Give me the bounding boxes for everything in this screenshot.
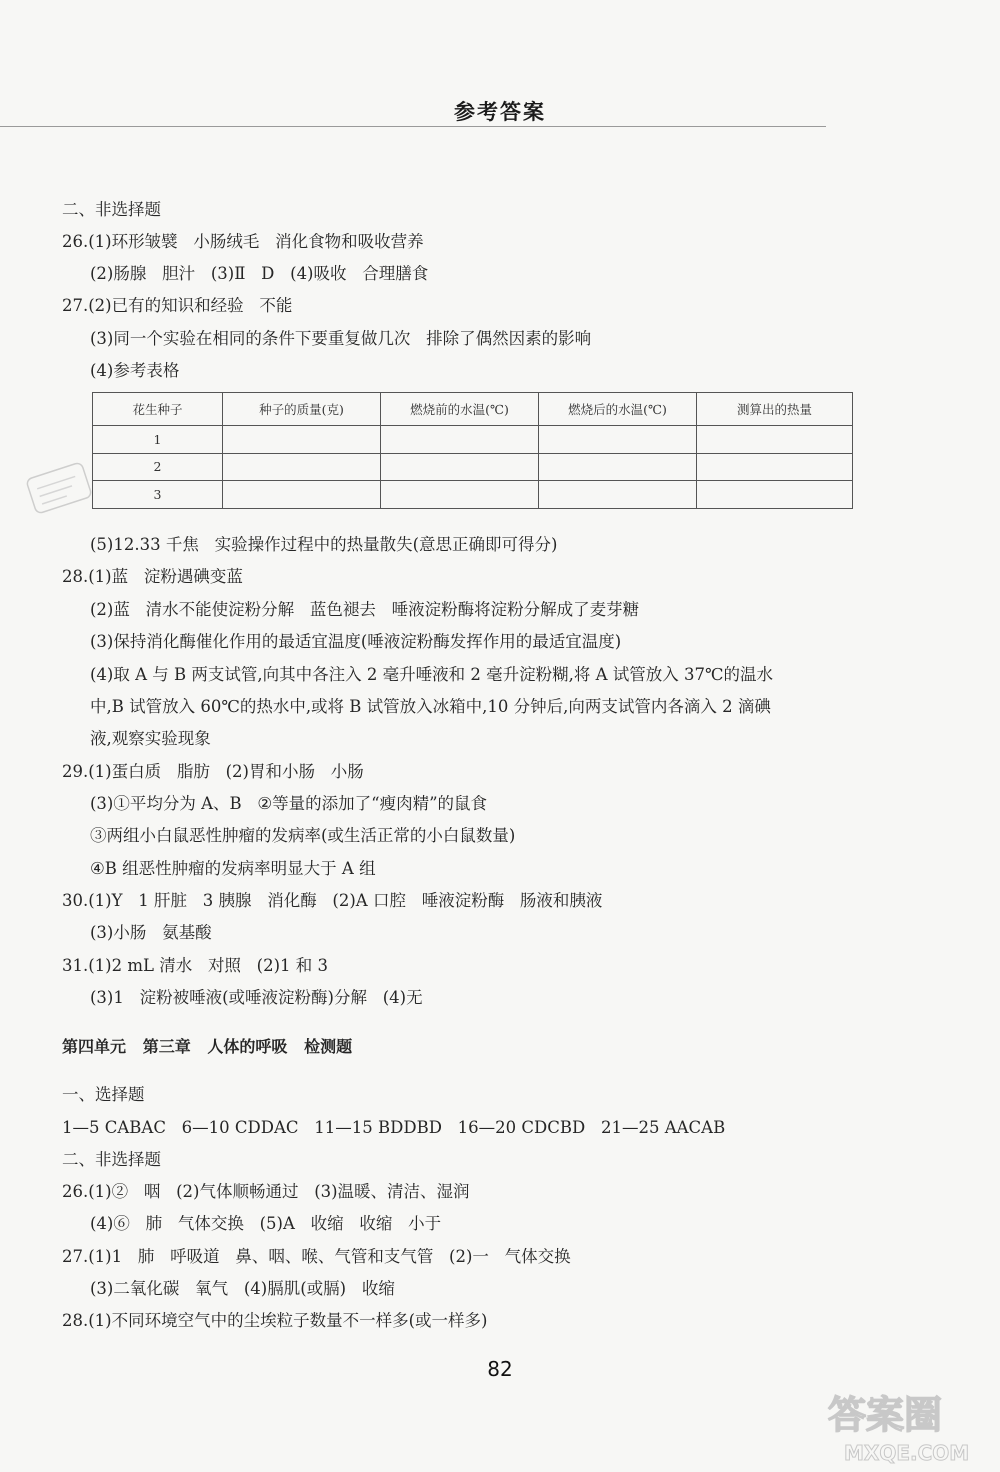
watermark-logo xyxy=(810,1378,990,1468)
table-header-cell: 燃烧后的水温(℃) xyxy=(539,393,697,426)
answer-line: (3)二氧化碳 氧气 (4)膈肌(或膈) 收缩 xyxy=(90,1279,395,1298)
table-cell: 1 xyxy=(93,425,223,453)
page-header-title: 参考答案 xyxy=(454,100,546,124)
answer-line: (2)蓝 清水不能使淀粉分解 蓝色褪去 唾液淀粉酶将淀粉分解成了麦芽糖 xyxy=(90,600,640,619)
answer-line: (4)⑥ 肺 气体交换 (5)A 收缩 收缩 小于 xyxy=(90,1214,442,1233)
table-cell xyxy=(381,453,539,481)
table-cell: 2 xyxy=(93,453,223,481)
answer-line: 中,B 试管放入 60℃的热水中,或将 B 试管放入冰箱中,10 分钟后,向两支试管内各滴入 2 滴碘 xyxy=(90,697,771,716)
table-header-cell: 燃烧前的水温(℃) xyxy=(381,393,539,426)
answer-line: ③两组小白鼠恶性肿瘤的发病率(或生活正常的小白鼠数量) xyxy=(90,826,516,845)
reference-table xyxy=(92,392,853,509)
answer-line: 28.(1)蓝 淀粉遇碘变蓝 xyxy=(62,567,243,586)
answer-line: 26.(1)环形皱襞 小肠绒毛 消化食物和吸收营养 xyxy=(62,232,424,251)
table-row xyxy=(93,481,853,509)
answer-line: 27.(2)已有的知识和经验 不能 xyxy=(62,296,293,315)
table-cell xyxy=(697,481,853,509)
answer-line: (3)同一个实验在相同的条件下要重复做几次 排除了偶然因素的影响 xyxy=(90,329,592,348)
table-row xyxy=(93,425,853,453)
table-header-cell: 测算出的热量 xyxy=(697,393,853,426)
watermark-url: MXQE.COM xyxy=(844,1441,970,1465)
table-cell xyxy=(539,481,697,509)
table-cell xyxy=(539,425,697,453)
section-heading: 一、选择题 xyxy=(62,1085,145,1104)
answer-line: 液,观察实验现象 xyxy=(90,729,211,748)
answer-line: 26.(1)② 咽 (2)气体顺畅通过 (3)温暖、清洁、湿润 xyxy=(62,1182,470,1201)
table-row xyxy=(93,453,853,481)
answer-line: 27.(1)1 肺 呼吸道 鼻、咽、喉、气管和支气管 (2)一 气体交换 xyxy=(62,1247,571,1266)
answer-line: 28.(1)不同环境空气中的尘埃粒子数量不一样多(或一样多) xyxy=(62,1311,488,1330)
answer-line: (4)取 A 与 B 两支试管,向其中各注入 2 毫升唾液和 2 毫升淀粉糊,将 A 试管放入 37℃的温水 xyxy=(90,665,773,684)
table-cell xyxy=(381,425,539,453)
table-cell xyxy=(223,481,381,509)
table-cell xyxy=(539,453,697,481)
answer-line: 29.(1)蛋白质 脂肪 (2)胃和小肠 小肠 xyxy=(62,762,364,781)
watermark-brand: 答案圈 xyxy=(828,1393,943,1437)
page-number: 82 xyxy=(487,1357,513,1381)
section-heading: 二、非选择题 xyxy=(62,1150,161,1169)
table-cell xyxy=(223,425,381,453)
header-divider xyxy=(0,126,826,127)
table-cell xyxy=(223,453,381,481)
table-header-cell: 种子的质量(克) xyxy=(223,393,381,426)
answer-line: 1—5 CABAC 6—10 CDDAC 11—15 BDDBD 16—20 CDCBD 21—25 AACAB xyxy=(62,1118,726,1137)
answer-line: (4)参考表格 xyxy=(90,361,180,380)
table-cell xyxy=(697,453,853,481)
stamp-mark xyxy=(23,459,94,516)
answer-line: 31.(1)2 mL 清水 对照 (2)1 和 3 xyxy=(62,956,329,975)
answer-line: (5)12.33 千焦 实验操作过程中的热量散失(意思正确即可得分) xyxy=(90,535,558,554)
answer-line: ④B 组恶性肿瘤的发病率明显大于 A 组 xyxy=(90,859,376,878)
table-cell xyxy=(697,425,853,453)
answer-line: (2)肠腺 胆汁 (3)Ⅱ D (4)吸收 合理膳食 xyxy=(90,264,429,283)
answer-line: (3)小肠 氨基酸 xyxy=(90,923,212,942)
table-cell: 3 xyxy=(93,481,223,509)
section-heading: 二、非选择题 xyxy=(62,200,161,219)
chapter-title: 第四单元 第三章 人体的呼吸 检测题 xyxy=(62,1037,353,1056)
answer-line: (3)1 淀粉被唾液(或唾液淀粉酶)分解 (4)无 xyxy=(90,988,423,1007)
answer-line: 30.(1)Y 1 肝脏 3 胰腺 消化酶 (2)A 口腔 唾液淀粉酶 肠液和胰液 xyxy=(62,891,603,910)
table-header-cell: 花生种子 xyxy=(93,393,223,426)
table-header-row xyxy=(93,393,853,426)
table-cell xyxy=(381,481,539,509)
answer-line: (3)保持消化酶催化作用的最适宜温度(唾液淀粉酶发挥作用的最适宜温度) xyxy=(90,632,622,651)
answer-line: (3)①平均分为 A、B ②等量的添加了“瘦肉精”的鼠食 xyxy=(90,794,488,813)
